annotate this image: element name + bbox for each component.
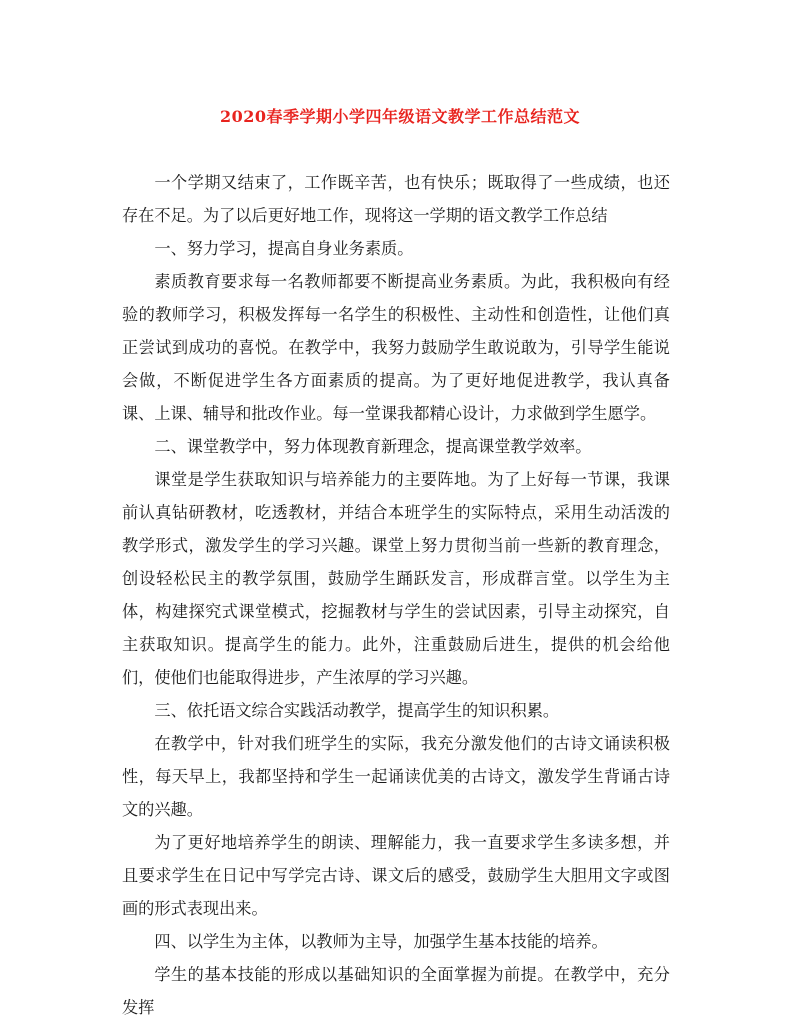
paragraph-section-3b: 为了更好地培养学生的朗读、理解能力，我一直要求学生多读多想，并且要求学生在日记中写学完古诗、课文后的感受，鼓励学生大胆用文字或图画的形式表现出来。 [122, 833, 670, 918]
section-heading-2: 二、课堂教学中，努力体现教育新理念，提高课堂教学效率。 [154, 437, 592, 456]
paragraph-section-3a: 在教学中，针对我们班学生的实际，我充分激发他们的古诗文诵读积极性，每天早上，我都坚持和学生一起诵读优美的古诗文，激发学生背诵古诗文的兴趣。 [122, 734, 670, 819]
section-heading-4: 四、以学生为主体，以教师为主导，加强学生基本技能的培养。 [154, 932, 608, 951]
document-body [122, 166, 670, 1024]
paragraph-section-2: 课堂是学生获取知识与培养能力的主要阵地。为了上好每一节课，我课前认真钻研教材，吃透教材，并结合本班学生的实际特点，采用生动活泼的教学形式，激发学生的学习兴趣。课堂上努力贯彻当前一些新的教育理念，创设轻松民主的教学氛围，鼓励学生踊跃发言，形成群言堂。以学生为主体，构建探究式课堂模式，挖掘教材与学生的尝试因素，引导主动探究，自主获取知识。提高学生的能力。此外，注重鼓励后进生，提供的机会给他们，使他们也能取得进步，产生浓厚的学习兴趣。 [122, 470, 670, 687]
document-title: 2020春季学期小学四年级语文教学工作总结范文 [219, 107, 581, 126]
paragraph-section-1: 素质教育要求每一名教师都要不断提高业务素质。为此，我积极向有经验的教师学习，积极发挥每一名学生的积极性、主动性和创造性，让他们真正尝试到成功的喜悦。在教学中，我努力鼓励学生敢说敢为，引导学生能说会做，不断促进学生各方面素质的提高。为了更好地促进教学，我认真备课、上课、辅导和批改作业。每一堂课我都精心设计，力求做到学生愿学。 [122, 272, 670, 423]
section-heading-3: 三、依托语文综合实践活动教学，提高学生的知识积累。 [154, 701, 560, 720]
section-heading-1: 一、努力学习，提高自身业务素质。 [154, 239, 414, 258]
paragraph-intro: 一个学期又结束了，工作既辛苦，也有快乐；既取得了一些成绩，也还存在不足。为了以后更好地工作，现将这一学期的语文教学工作总结 [122, 173, 670, 225]
paragraph-section-4: 学生的基本技能的形成以基础知识的全面掌握为前提。在教学中，充分发挥 [122, 965, 670, 1017]
